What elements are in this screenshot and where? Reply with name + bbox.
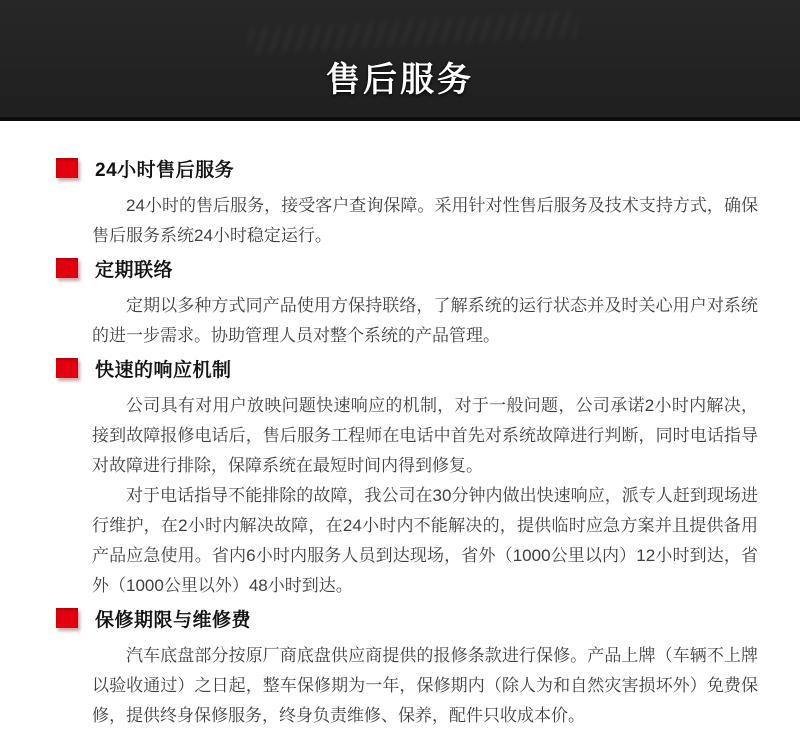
section-heading-row	[56, 157, 800, 179]
red-square-bullet-icon	[56, 608, 78, 628]
section-paragraph: 定期以多种方式同产品使用方保持联络，了解系统的运行状态并及时关心用户对系统的进一步需求。协助管理人员对整个系统的产品管理。	[92, 296, 758, 345]
section-heading: 定期联络	[95, 259, 174, 281]
section-24h-service	[56, 157, 800, 251]
section-paragraph: 24小时的售后服务，接受客户查询保障。采用针对性售后服务及技术支持方式，确保售后服务系统24小时稳定运行。	[92, 196, 758, 245]
page-header	[0, 0, 800, 121]
section-regular-contact	[56, 257, 800, 351]
red-square-bullet-icon	[56, 158, 78, 178]
section-rapid-response	[56, 357, 800, 601]
section-heading: 快速的响应机制	[95, 359, 232, 381]
red-square-bullet-icon	[56, 258, 78, 278]
red-square-bullet-icon	[56, 358, 78, 378]
section-heading: 24小时售后服务	[95, 159, 235, 181]
section-heading: 保修期限与维修费	[95, 609, 252, 631]
section-warranty	[56, 607, 800, 731]
page-title: 售后服务	[326, 61, 474, 99]
section-paragraph: 公司具有对用户放映问题快速响应的机制，对于一般问题，公司承诺2小时内解决，接到故障报修电话后，售后服务工程师在电话中首先对系统故障进行判断，同时电话指导对故障进行排除，保障系统在最短时间内得到修复。	[92, 396, 758, 475]
section-heading-row	[56, 257, 800, 279]
section-paragraph: 汽车底盘部分按原厂商底盘供应商提供的报修条款进行保修。产品上牌（车辆不上牌以验收通过）之日起，整车保修期为一年，保修期内（除人为和自然灾害损坏外）免费保修，提供终身保修服务，终身负责维修、保养，配件只收成本价。	[92, 646, 758, 725]
section-paragraph: 对于电话指导不能排除的故障，我公司在30分钟内做出快速响应，派专人赶到现场进行维护，在2小时内解决故障，在24小时内不能解决的，提供临时应急方案并且提供备用产品应急使用。省内6小时内服务人员到达现场，省外（1000公里以内）12小时到达，省外（1000公里以外）48小时到达。	[92, 486, 758, 595]
section-heading-row	[56, 357, 800, 379]
content-area	[0, 121, 800, 731]
header-watermark	[246, 11, 580, 55]
section-heading-row	[56, 607, 800, 629]
